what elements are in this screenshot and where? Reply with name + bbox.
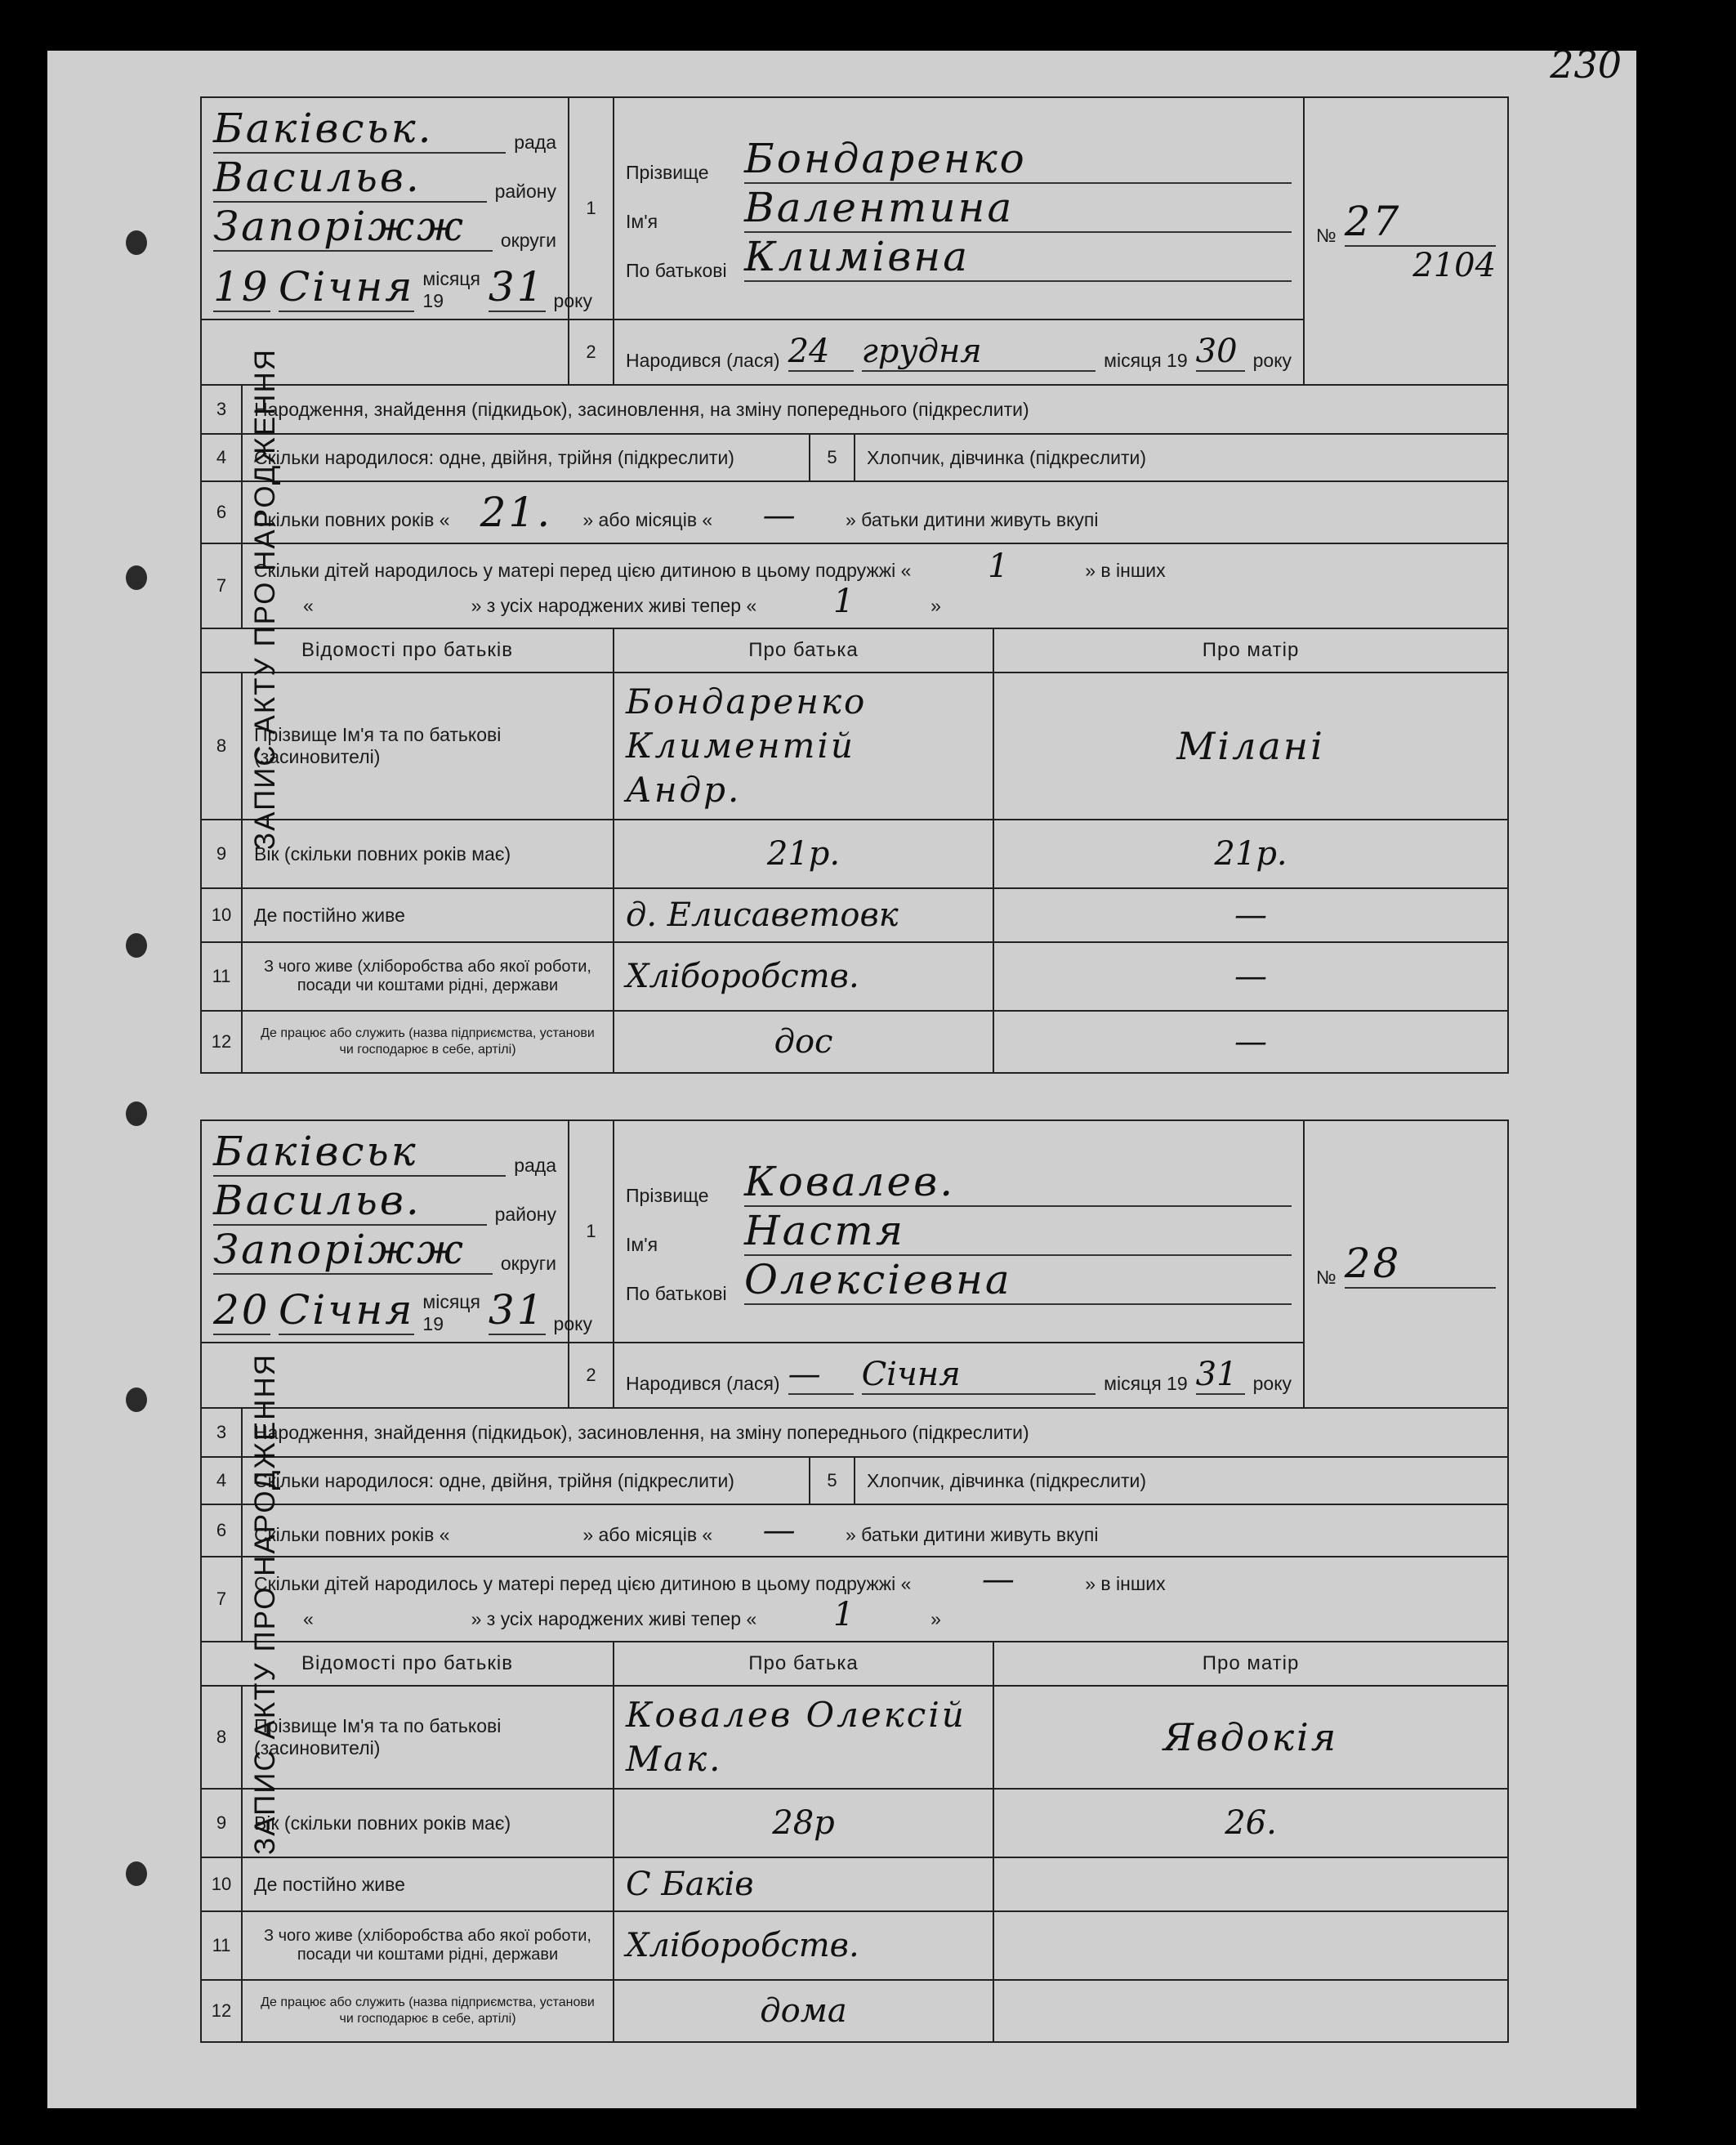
occupation-label: З чого живе (хліборобства або якої роботи, посади чи коштами рідні, держави — [242, 1911, 614, 1980]
field-number: 6 — [201, 481, 242, 543]
year-label: року — [553, 290, 592, 311]
children-count-row — [242, 1557, 1508, 1642]
other-marriages-label: » в інших — [1085, 1573, 1166, 1594]
born-month-label: місяця 19 — [1104, 1373, 1188, 1394]
birth-date-cell — [614, 320, 1304, 385]
mother-header: Про матір — [993, 1642, 1508, 1686]
father-workplace: дома — [614, 1980, 993, 2042]
raion-value: Васильв. — [213, 154, 487, 203]
raion-value: Васильв. — [213, 1177, 487, 1226]
punch-hole — [126, 1388, 147, 1412]
registration-year: 31 — [488, 263, 546, 311]
birth-year: 31 — [1196, 1356, 1245, 1395]
field-number: 12 — [201, 1011, 242, 1073]
registration-day: 20 — [213, 1286, 270, 1334]
punch-hole — [126, 1861, 147, 1886]
okruha-value: Запоріжж — [213, 203, 493, 252]
birth-year: 30 — [1196, 333, 1245, 372]
birth-month: Січня — [862, 1356, 1096, 1395]
okruha-label: округи — [500, 1253, 557, 1274]
okruha-value: Запоріжж — [213, 1226, 493, 1275]
field-number: 2 — [569, 320, 614, 385]
field-number: 5 — [810, 1457, 855, 1504]
mother-age: 26. — [993, 1789, 1508, 1857]
children-this-marriage: 1 — [988, 547, 1009, 585]
field-number: 3 — [201, 1408, 242, 1457]
field-number: 4 — [201, 434, 242, 481]
father-age: 28р — [614, 1789, 993, 1857]
child-surname: Ковалев. — [744, 1158, 1292, 1207]
side-title: ЗАПИС АКТУ ПРО НАРОДЖЕННЯ — [249, 1353, 281, 1855]
record-number-cell — [1304, 1120, 1508, 1408]
mother-occupation — [993, 1911, 1508, 1980]
field-number: 3 — [201, 385, 242, 434]
punch-hole — [126, 565, 147, 590]
born-label: Народився (лася) — [626, 1373, 780, 1394]
born-year-label: року — [1252, 350, 1292, 371]
number-label: № — [1316, 225, 1337, 246]
mother-residence — [993, 1857, 1508, 1911]
field-number: 11 — [201, 942, 242, 1011]
years-value: 21. — [480, 489, 553, 536]
child-surname: Бондаренко — [744, 135, 1292, 184]
registration-year: 31 — [488, 1286, 546, 1334]
child-name-cell — [614, 1120, 1304, 1343]
father-workplace: дос — [614, 1011, 993, 1073]
field-number: 1 — [569, 1120, 614, 1343]
mother-header: Про матір — [993, 628, 1508, 673]
cohabitation-row — [242, 481, 1508, 543]
birth-record — [200, 96, 1507, 1074]
workplace-label: Де працює або служить (назва підприємства, установи чи господарює в себе, артілі) — [242, 1980, 614, 2042]
rada-label: рада — [514, 132, 557, 153]
birth-type-text: Народження, знайдення (підкидьок), засиновлення, на зміну попереднього (підкреслити) — [242, 385, 1508, 434]
raion-label: району — [494, 1204, 557, 1225]
father-occupation: Хліборобств. — [614, 942, 993, 1011]
child-name: Валентина — [744, 184, 1292, 233]
father-header: Про батька — [614, 628, 993, 673]
born-month-label: місяця 19 — [1104, 350, 1188, 371]
mother-workplace — [993, 1980, 1508, 2042]
months-value: — — [762, 1512, 796, 1549]
name-label: Ім'я — [626, 1234, 658, 1255]
years-label: Скільки повних років « — [254, 1524, 450, 1545]
parents-header: Відомості про батьків — [201, 1642, 614, 1686]
children-this-marriage: — — [981, 1561, 1015, 1598]
patronymic-label: По батькові — [626, 1283, 727, 1304]
residence-label: Де постійно живе — [242, 1857, 614, 1911]
registry-header-cell — [201, 97, 592, 320]
field-number: 11 — [201, 1911, 242, 1980]
rada-label: рада — [514, 1155, 557, 1176]
field-number: 8 — [201, 1686, 242, 1789]
field-number: 4 — [201, 1457, 242, 1504]
sex-text: Хлопчик, дівчинка (підкреслити) — [855, 434, 1508, 481]
parent-name-label: Прізвище Ім'я та по батькові (засиновителі) — [242, 673, 614, 820]
rada-value: Баківськ. — [213, 105, 506, 154]
child-patronymic: Олексіевна — [744, 1256, 1292, 1305]
field-number: 1 — [569, 97, 614, 320]
side-title: ЗАПИС АКТУ ПРО НАРОДЖЕННЯ — [249, 348, 281, 850]
field-number: 5 — [810, 434, 855, 481]
year-label: року — [553, 1313, 592, 1334]
cohabitation-row — [242, 1504, 1508, 1557]
born-year-label: року — [1252, 1373, 1292, 1394]
record-number: 28 — [1345, 1240, 1496, 1289]
quote-close: » — [930, 1608, 941, 1629]
mother-residence: — — [993, 888, 1508, 942]
child-patronymic: Климівна — [744, 233, 1292, 282]
father-residence: С Баків — [614, 1857, 993, 1911]
birth-count-text: Скільки народилося: одне, двійня, трійня (підкреслити) — [242, 1457, 810, 1504]
mother-name: Явдокія — [993, 1686, 1508, 1789]
patronymic-label: По батькові — [626, 260, 727, 281]
birth-count-text: Скільки народилося: одне, двійня, трійня (підкреслити) — [242, 434, 810, 481]
mother-name: Мілані — [993, 673, 1508, 820]
cohabitation-label: » батьки дитини живуть вкупі — [846, 509, 1099, 530]
sex-text: Хлопчик, дівчинка (підкреслити) — [855, 1457, 1508, 1504]
field-number: 12 — [201, 1980, 242, 2042]
rada-value: Баківськ — [213, 1128, 506, 1177]
birth-day: — — [788, 1356, 854, 1395]
quote-open: « — [303, 1608, 314, 1629]
birth-type-text: Народження, знайдення (підкидьок), засиновлення, на зміну попереднього (підкреслити) — [242, 1408, 1508, 1457]
child-name-cell — [614, 97, 1304, 320]
quote-close: » — [930, 595, 941, 616]
children-label: Скільки дітей народилось у матері перед цією дитиною в цьому подружжі « — [254, 1573, 912, 1594]
name-label: Ім'я — [626, 211, 658, 232]
field-number: 7 — [201, 543, 242, 628]
years-label: Скільки повних років « — [254, 509, 450, 530]
punch-hole — [126, 230, 147, 255]
month-label: місяця 19 — [422, 268, 480, 311]
month-label: місяця 19 — [422, 1291, 480, 1334]
registry-header-cell — [201, 1120, 592, 1343]
father-occupation: Хліборобств. — [614, 1911, 993, 1980]
field-number: 2 — [569, 1343, 614, 1408]
child-name: Настя — [744, 1207, 1292, 1256]
punch-hole — [126, 1102, 147, 1126]
age-label: Вік (скільки повних років має) — [242, 1789, 614, 1857]
mother-workplace: — — [993, 1011, 1508, 1073]
field-number: 9 — [201, 820, 242, 888]
field-number: 10 — [201, 1857, 242, 1911]
record-number-cell — [1304, 97, 1508, 385]
birth-date-cell — [614, 1343, 1304, 1408]
children-alive: 1 — [832, 583, 855, 620]
born-label: Народився (лася) — [626, 350, 780, 371]
raion-label: району — [494, 181, 557, 202]
birth-day: 24 — [788, 333, 854, 372]
birth-record — [200, 1119, 1507, 2043]
other-marriages-label: » в інших — [1085, 560, 1166, 581]
registration-month: Січня — [279, 263, 415, 311]
children-alive: 1 — [832, 1596, 855, 1633]
field-number: 10 — [201, 888, 242, 942]
months-value: — — [762, 497, 796, 534]
registration-month: Січня — [279, 1286, 415, 1334]
parents-header: Відомості про батьків — [201, 628, 614, 673]
surname-label: Прізвище — [626, 162, 709, 183]
birth-month: грудня — [862, 333, 1096, 372]
field-number: 6 — [201, 1504, 242, 1557]
alive-label: » з усіх народжених живі тепер « — [471, 595, 757, 616]
father-age: 21р. — [614, 820, 993, 888]
surname-label: Прізвище — [626, 1185, 709, 1206]
father-name: Бондаренко Климентій Андр. — [614, 673, 993, 820]
record-number-extra: 2104 — [1412, 247, 1497, 284]
field-number: 8 — [201, 673, 242, 820]
father-header: Про батька — [614, 1642, 993, 1686]
months-label: » або місяців « — [582, 1524, 713, 1545]
page-number: 230 — [1550, 42, 1622, 87]
mother-occupation: — — [993, 942, 1508, 1011]
parent-name-label: Прізвище Ім'я та по батькові (засиновителі) — [242, 1686, 614, 1789]
number-label: № — [1316, 1267, 1337, 1288]
father-residence: д. Елисаветовк — [614, 888, 993, 942]
mother-age: 21р. — [993, 820, 1508, 888]
age-label: Вік (скільки повних років має) — [242, 820, 614, 888]
record-number: 27 — [1345, 198, 1496, 247]
workplace-label: Де працює або служить (назва підприємства, установи чи господарює в себе, артілі) — [242, 1011, 614, 1073]
quote-open: « — [303, 595, 314, 616]
children-count-row — [242, 543, 1508, 628]
okruha-label: округи — [500, 230, 557, 251]
field-number: 7 — [201, 1557, 242, 1642]
months-label: » або місяців « — [582, 509, 713, 530]
alive-label: » з усіх народжених живі тепер « — [471, 1608, 757, 1629]
cohabitation-label: » батьки дитини живуть вкупі — [846, 1524, 1099, 1545]
residence-label: Де постійно живе — [242, 888, 614, 942]
father-name: Ковалев Олексій Мак. — [614, 1686, 993, 1789]
field-number: 9 — [201, 1789, 242, 1857]
children-label: Скільки дітей народилось у матері перед цією дитиною в цьому подружжі « — [254, 560, 912, 581]
punch-hole — [126, 933, 147, 958]
occupation-label: З чого живе (хліборобства або якої роботи, посади чи коштами рідні, держави — [242, 942, 614, 1011]
registration-day: 19 — [213, 263, 270, 311]
